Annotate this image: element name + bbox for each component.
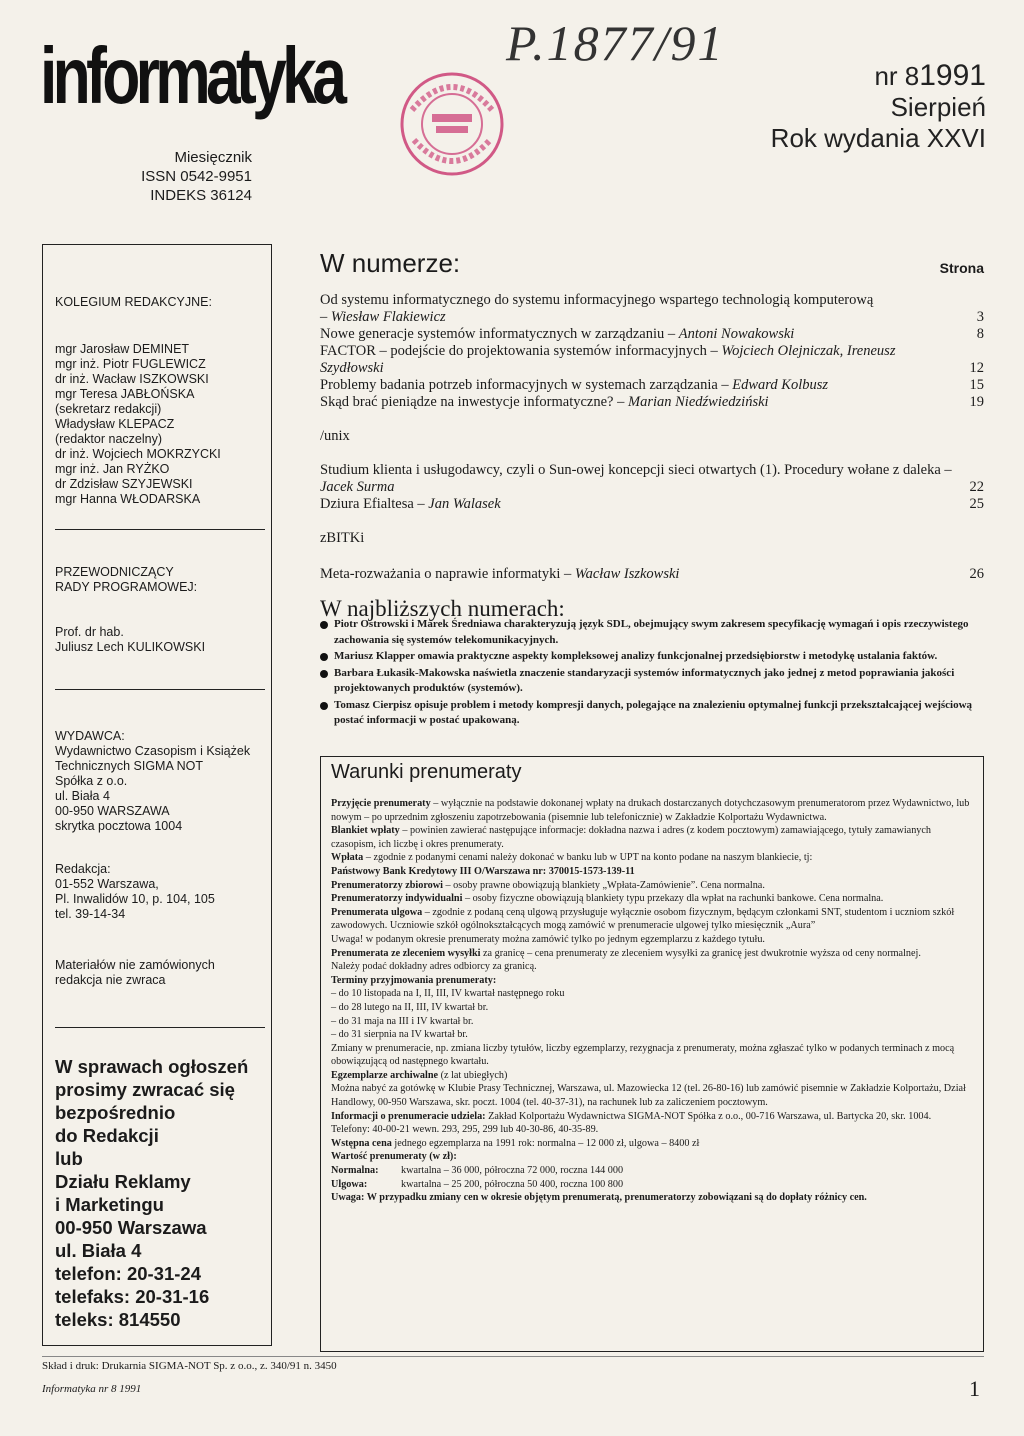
publisher-line: Technicznych SIGMA NOT xyxy=(55,759,203,773)
volume-year: Rok wydania XXVI xyxy=(770,123,986,153)
editorial-heading: Redakcja: xyxy=(55,862,111,876)
toc-entry: FACTOR – podejście do projektowania systemów informacyjnych – Wojciech Olejniczak, Ireneusz Szydłowski 12 xyxy=(320,343,984,376)
masthead-box xyxy=(42,244,272,1346)
toc-entry: Od systemu informatycznego do systemu informacyjnego wspartego technologią komputerową – Wiesław Flakiewicz 3 xyxy=(320,292,984,325)
toc-page: 25 xyxy=(969,496,984,512)
board-member: mgr inż. Jan RYŻKO xyxy=(55,462,170,476)
toc-page: 26 xyxy=(969,566,984,582)
ads-line: prosimy zwracać się xyxy=(55,1079,235,1100)
divider xyxy=(55,689,265,690)
subscription-body: Przyjęcie prenumeraty – wyłącznie na podstawie dokonanej wpłaty na drukach dostarczanych dotychczasowym prenumeratorom przez Wydawnictwo, lub nowym – po uprzednim zgłoszeniu zapotrzebowania (pisemnie lub telefonicznie) w Zakładzie Kolportażu Wydawnictwa. Blankiet wpłaty – powinien zawierać następujące informacje: dokładna nazwa i adres (z kodem pocztowym) zamawiającego, tytuły zamawianych czasopism, ich liczbę i okres prenumeraty. Wpłata – zgodnie z podanymi cenami należy dokonać w banku lub w UPT na konto podane na naszym blankiecie, tj: Państwowy Bank Kredytowy III O/Warszawa nr: 370015-1573-139-11 Prenumeratorzy zbiorowi – osoby prawne obowiązują blankiety „Wpłata-Zamówienie”. Cena normalna. Prenumeratorzy indywidualni – osoby fizyczne obowiązują blankiety typu przekazy dla wpłat na rachunki bankowe. Cena normalna. Prenumerata ulgowa – zgodnie z podaną ceną ulgową przysługuje wyłącznie osobom fizycznym, będącym członkami SNT, studentom i uczniom szkół zawodowych. Uczniowie szkół ogólnokształcących mogą zamówić w prenumeracie ulgowej tylko miesięcznik „Aura” Uwaga! w podanym okresie prenumeraty można zamówić tylko po jednym egzemplarzu z każdego tytułu. Prenumerata ze zleceniem wysyłki za granicę – cena prenumeraty ze zleceniem wysyłki za granicę jest dwukrotnie wyższa od ceny normalnej. Należy podać dokładny adres odbiorcy za granicą. Terminy przyjmowania prenumeraty: – do 10 listopada na I, II, III, IV kwartał następnego roku – do 28 lutego na II, III, IV kwartał br. – do 31 maja na III i IV kwartał br. – do 31 sierpnia na IV kwartał br. Zmiany w prenumeracie, np. zmiana liczby tytułów, liczby egzemplarzy, rezygnacja z prenumeraty, można zgłaszać tylko w podanych terminach z mocą obowiązującą od następnego kwartału. Egzemplarze archiwalne (z lat ubiegłych) Można nabyć za gotówkę w Klubie Prasy Technicznej, Warszawa, ul. Mazowiecka 12 (tel. 26-80-16) lub zamówić pisemnie w Zakładzie Kolportażu, Dział Handlowy, 00-950 Warszawa, skr. poczt. 1004 (tel. 40-37-31), na rachunek lub za zaliczeniem pocztowym. Informacji o prenumeracie udziela: Zakład Kolportażu Wydawnictwa SIGMA-NOT Spółka z o.o., 00-716 Warszawa, ul. Bartycka 20, skr. 1004. Telefony: 40-00-21 wewn. 293, 295, 299 lub 40-30-86, 40-35-89. Wstępna cena jednego egzemplarza na 1991 rok: normalna – 12 000 zł, ulgowa – 8400 zł Wartość prenumeraty (w zł): Normalna: kwartalna – 36 000, półroczna 72 000, roczna 144 000 Ulgowa: kwartalna – 25 200, półroczna 50 400, roczna 100 800 Uwaga: W przypadku zmiany cen w okresie objętym prenumeratą, prenumeratorzy zobowiązani są do dopłaty różnicy cen. xyxy=(331,798,970,1204)
notice-line: Materiałów nie zamówionych xyxy=(55,958,215,972)
journal-reference: Informatyka nr 8 1991 xyxy=(42,1383,142,1395)
frequency-label: Miesięcznik xyxy=(174,149,252,166)
ads-line: bezpośrednio xyxy=(55,1102,176,1123)
board-member: dr Zdzisław SZYJEWSKI xyxy=(55,477,193,491)
board-member: mgr Hanna WŁODARSKA xyxy=(55,492,201,506)
toc-entry: Problemy badania potrzeb informacyjnych w systemach zarządzania – Edward Kolbusz 15 xyxy=(320,377,984,393)
board-member: dr inż. Wojciech MOKRZYCKI xyxy=(55,447,221,461)
contents-title: W numerze: xyxy=(320,248,461,278)
board-member: (sekretarz redakcji) xyxy=(55,402,162,416)
ads-line: telefon: 20-31-24 xyxy=(55,1263,201,1284)
contents-main xyxy=(320,292,984,411)
chair-name: Prof. dr hab. xyxy=(55,625,124,639)
board-member: mgr inż. Piotr FUGLEWICZ xyxy=(55,357,206,371)
magazine-logo: informatyka xyxy=(40,31,343,120)
chair-heading: PRZEWODNICZĄCY xyxy=(55,565,174,579)
ads-line: teleks: 814550 xyxy=(55,1309,181,1330)
board-member: mgr Jarosław DEMINET xyxy=(55,342,190,356)
toc-entry: Studium klienta i usługodawcy, czyli o Sun-owej koncepcji sieci otwartych (1). Procedury wołane z daleka – Jacek Surma 22 xyxy=(320,462,984,495)
divider xyxy=(55,1027,265,1028)
notice-line: redakcja nie zwraca xyxy=(55,973,166,987)
publisher-info xyxy=(55,729,265,988)
subscription-title: Warunki prenumeraty xyxy=(331,761,522,783)
upcoming-item: Mariusz Klapper omawia praktyczne aspekty kompleksowej analizy funkcjonalnej przedsiębiorstw i metodykę ustalania faktów. xyxy=(318,649,984,665)
upcoming-list xyxy=(318,617,984,730)
chair-name: Juliusz Lech KULIKOWSKI xyxy=(55,640,206,654)
toc-page: 19 xyxy=(969,394,984,410)
page-column-label: Strona xyxy=(939,260,984,276)
ads-line: W sprawach ogłoszeń xyxy=(55,1056,249,1077)
footer-divider xyxy=(42,1356,984,1357)
issue-info xyxy=(771,60,986,154)
toc-page: 3 xyxy=(976,309,984,325)
toc-page: 8 xyxy=(976,326,984,342)
ads-line: Działu Reklamy xyxy=(55,1171,191,1192)
publisher-line: 00-950 WARSZAWA xyxy=(55,804,170,818)
ads-line: ul. Biała 4 xyxy=(55,1240,142,1261)
program-council xyxy=(55,565,265,655)
board-member: dr inż. Wacław ISZKOWSKI xyxy=(55,372,209,386)
board-member: Władysław KLEPACZ xyxy=(55,417,175,431)
toc-entry: Meta-rozważania o naprawie informatyki – Wacław Iszkowski 26 xyxy=(320,566,984,582)
unix-heading: /unix xyxy=(320,428,350,444)
publisher-line: Spółka z o.o. xyxy=(55,774,128,788)
library-stamp-icon xyxy=(398,70,506,178)
ads-line: lub xyxy=(55,1148,83,1169)
ads-line: 00-950 Warszawa xyxy=(55,1217,207,1238)
ads-line: do Redakcji xyxy=(55,1125,159,1146)
publisher-line: skrytka pocztowa 1004 xyxy=(55,819,183,833)
ads-line: telefaks: 20-31-16 xyxy=(55,1286,210,1307)
toc-entry: Nowe generacje systemów informatycznych w zarządzaniu – Antoni Nowakowski 8 xyxy=(320,326,984,342)
issn: ISSN 0542-9951 xyxy=(141,168,252,185)
publisher-line: Wydawnictwo Czasopism i Książek xyxy=(55,744,251,758)
board-member: (redaktor naczelny) xyxy=(55,432,162,446)
contents-zbitki xyxy=(320,566,984,583)
upcoming-item: Tomasz Cierpisz opisuje problem i metody kompresji danych, polegające na znalezieniu optymalnej funkcji przekształcającej wejściową postać informacji w postać upakowaną. xyxy=(318,698,984,729)
publisher-heading: WYDAWCA: xyxy=(55,729,125,743)
upcoming-item: Barbara Łukasik-Makowska naświetla znaczenie standaryzacji systemów informatycznych jako jednej z metod poprawiania jakości projektowanych produktów (systemów). xyxy=(318,666,984,697)
page-number: 1 xyxy=(969,1376,980,1401)
toc-page: 12 xyxy=(969,360,984,376)
printer-info: Skład i druk: Drukarnia SIGMA-NOT Sp. z o.o., z. 340/91 n. 3450 xyxy=(42,1360,337,1372)
publisher-line: ul. Biała 4 xyxy=(55,789,110,803)
zbitki-heading: zBITKi xyxy=(320,530,365,546)
editorial-board xyxy=(55,295,265,507)
board-member: mgr Teresa JABŁOŃSKA xyxy=(55,387,195,401)
board-heading: KOLEGIUM REDAKCYJNE: xyxy=(55,295,212,309)
handwritten-catalog-number: P.1877/91 xyxy=(506,15,725,71)
editorial-line: Pl. Inwalidów 10, p. 104, 105 xyxy=(55,892,215,906)
upcoming-title: W najbliższych numerach: xyxy=(320,596,565,621)
upcoming-item: Piotr Ostrowski i Marek Średniawa charakteryzują język SDL, obejmujący swym zakresem specyfikację wymagań i opis rzeczywistego zachowania się systemów telekomunikacyjnych. xyxy=(318,617,984,648)
board-list xyxy=(55,342,265,507)
divider xyxy=(55,529,265,530)
contents-unix xyxy=(320,462,984,513)
toc-page: 15 xyxy=(969,377,984,393)
subscription-box xyxy=(320,756,984,1352)
issue-number-line xyxy=(771,60,986,92)
issue-number: nr 8 xyxy=(874,61,920,91)
chair-heading: RADY PROGRAMOWEJ: xyxy=(55,580,198,594)
editorial-line: 01-552 Warszawa, xyxy=(55,877,159,891)
issue-month: Sierpień xyxy=(890,92,986,122)
index-number: INDEKS 36124 xyxy=(150,187,252,204)
editorial-line: tel. 39-14-34 xyxy=(55,907,126,921)
ads-line: i Marketingu xyxy=(55,1194,164,1215)
issue-year: 1991 xyxy=(919,59,986,92)
toc-entry: Skąd brać pieniądze na inwestycje informatyczne? – Marian Niedźwiedziński 19 xyxy=(320,394,984,410)
toc-page: 22 xyxy=(969,479,984,495)
magazine-meta xyxy=(141,148,252,205)
toc-entry: Dziura Efialtesa – Jan Walasek 25 xyxy=(320,496,984,512)
advertising-contact xyxy=(55,1055,267,1331)
